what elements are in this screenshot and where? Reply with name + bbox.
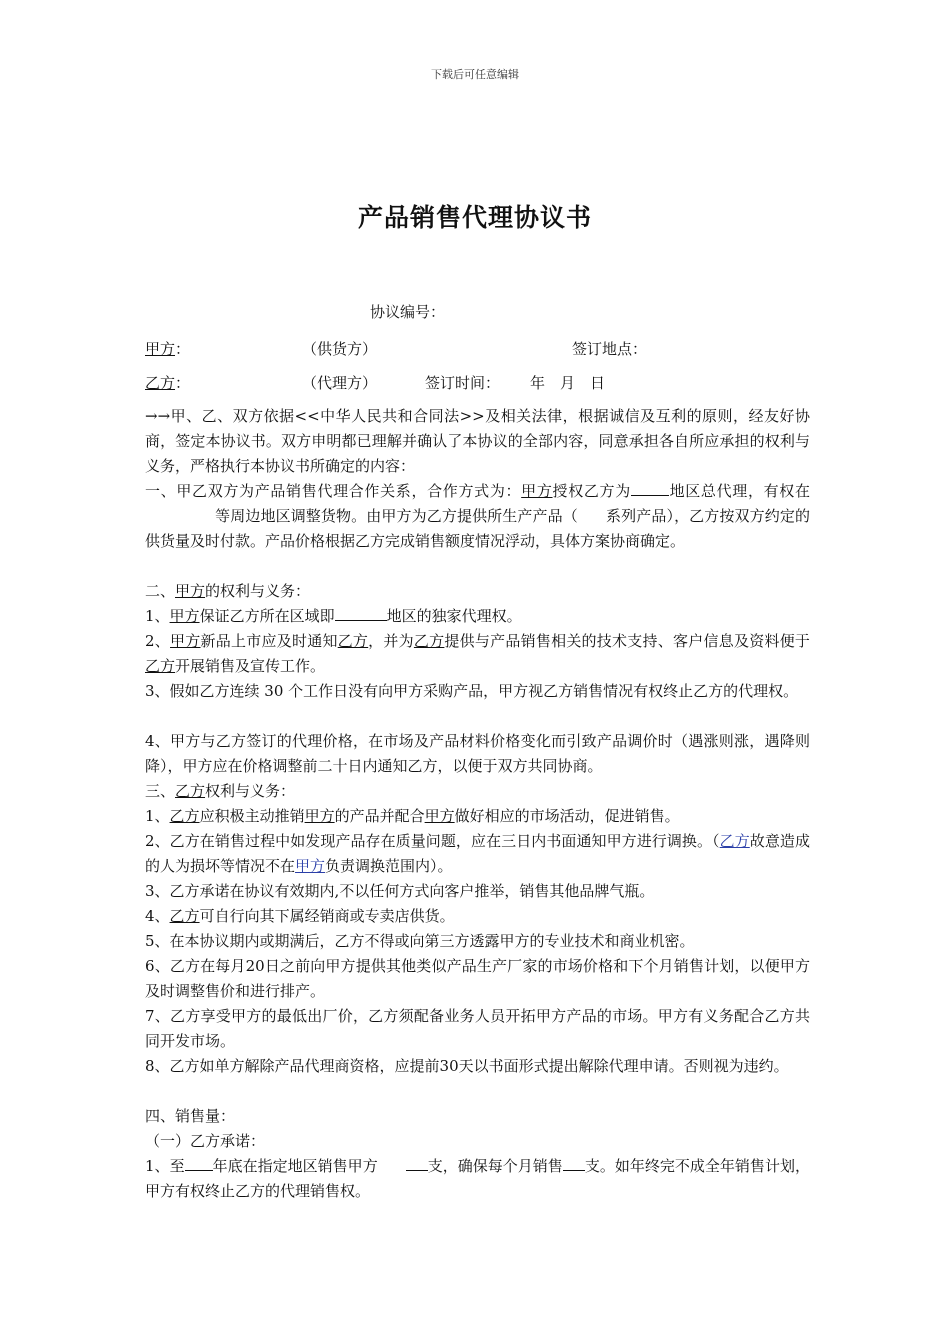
signing-time-label: 签订时间： [425,374,501,392]
intro-paragraph: →→甲、乙、双方依据<<中华人民共和合同法>>及相关法律，根据诚信及互利的原则，经友好协商，签定本协议书。双方申明都已理解并确认了本协议的全部内容，同意承担各自所应承担的权利与义务，严格执行本协议书所确定的内容： [145,407,810,475]
section-3-item-5: 5、在本协议期内或期满后，乙方不得或向第三方透露甲方的专业技术和商业机密。 [145,932,695,950]
document-title: 产品销售代理协议书 [357,203,592,232]
section-4-heading: 四、销售量： [145,1107,236,1125]
agreement-number-label: 协议编号： [370,303,446,321]
section-2-heading: 二、甲方的权利与义务： [145,582,311,600]
section-3-heading: 三、乙方权利与义务： [145,782,296,800]
section-2-item-2: 2、甲方新品上市应及时通知乙方，并为乙方提供与产品销售相关的技术支持、客户信息及资料便于乙方开展销售及宣传工作。 [145,632,810,675]
party-a-role: （供货方） [302,340,378,358]
party-b-line: 乙方： [145,374,191,392]
party-b-label: 乙方 [145,374,176,392]
link-party-b[interactable]: 乙方 [719,832,750,850]
section-3-item-3: 3、乙方承诺在协议有效期内,不以任何方式向客户推举，销售其他品牌气瓶。 [145,882,655,900]
blank-field [406,1156,428,1171]
section-3-item-6: 6、乙方在每月20日之前向甲方提供其他类似产品生产厂家的市场价格和下个月销售计划，以便甲方及时调整售价和进行排产。 [145,957,810,1000]
section-2-item-3: 3、假如乙方连续 30 个工作日没有向甲方采购产品，甲方视乙方销售情况有权终止乙方的代理权。 [145,682,799,700]
link-party-a[interactable]: 甲方 [295,857,326,875]
section-2-item-1: 1、甲方保证乙方所在区域即 地区的独家代理权。 [145,607,522,625]
section-3-item-4: 4、乙方可自行向其下属经销商或专卖店供货。 [145,907,455,925]
section-2-item-4: 4、甲方与乙方签订的代理价格，在市场及产品材料价格变化而引致产品调价时（遇涨则涨，遇降则降），甲方应在价格调整前二十日内通知乙方，以便于双方共同协商。 [145,732,810,775]
date-year: 年 [530,374,546,392]
signing-place-label: 签订地点： [572,340,648,358]
date-month: 月 [560,374,576,392]
blank-field [631,481,669,496]
blank-field [563,1156,585,1171]
party-a-line: 甲方： [145,340,191,358]
party-b-role: （代理方） [302,374,378,392]
blank-field [185,1156,213,1171]
arrow-icon: →→ [145,407,171,425]
section-4-item-1: 1、至 年底在指定地区销售甲方 支，确保每个月销售 支。如年终完不成全年销售计划，甲方有权终止乙方的代理销售权。 [145,1157,810,1200]
header-note: 下载后可任意编辑 [431,68,519,81]
section-1-paragraph: 一、甲乙双方为产品销售代理合作关系，合作方式为：甲方授权乙方为 地区总代理，有权在等周边地区调整货物。由甲方为乙方提供所生产产品（ 系列产品），乙方按双方约定的供货量及时付款。产品价格根据乙方完成销售额度情况浮动，具体方案协商确定。 [145,482,810,550]
section-3-item-1: 1、乙方应积极主动推销甲方的产品并配合甲方做好相应的市场活动，促进销售。 [145,807,680,825]
section-3-item-7: 7、乙方享受甲方的最低出厂价，乙方须配备业务人员开拓甲方产品的市场。甲方有义务配合乙方共同开发市场。 [145,1007,810,1050]
party-a-label: 甲方 [145,340,176,358]
blank-field [335,606,387,621]
section-3-item-8: 8、乙方如单方解除产品代理商资格，应提前30天以书面形式提出解除代理申请。否则视为违约。 [145,1057,789,1075]
section-4-subheading: （一）乙方承诺： [145,1132,266,1150]
date-day: 日 [590,374,606,392]
section-3-item-2: 2、乙方在销售过程中如发现产品存在质量问题，应在三日内书面通知甲方进行调换。（乙方故意造成的人为损坏等情况不在甲方负责调换范围内）。 [145,832,810,875]
